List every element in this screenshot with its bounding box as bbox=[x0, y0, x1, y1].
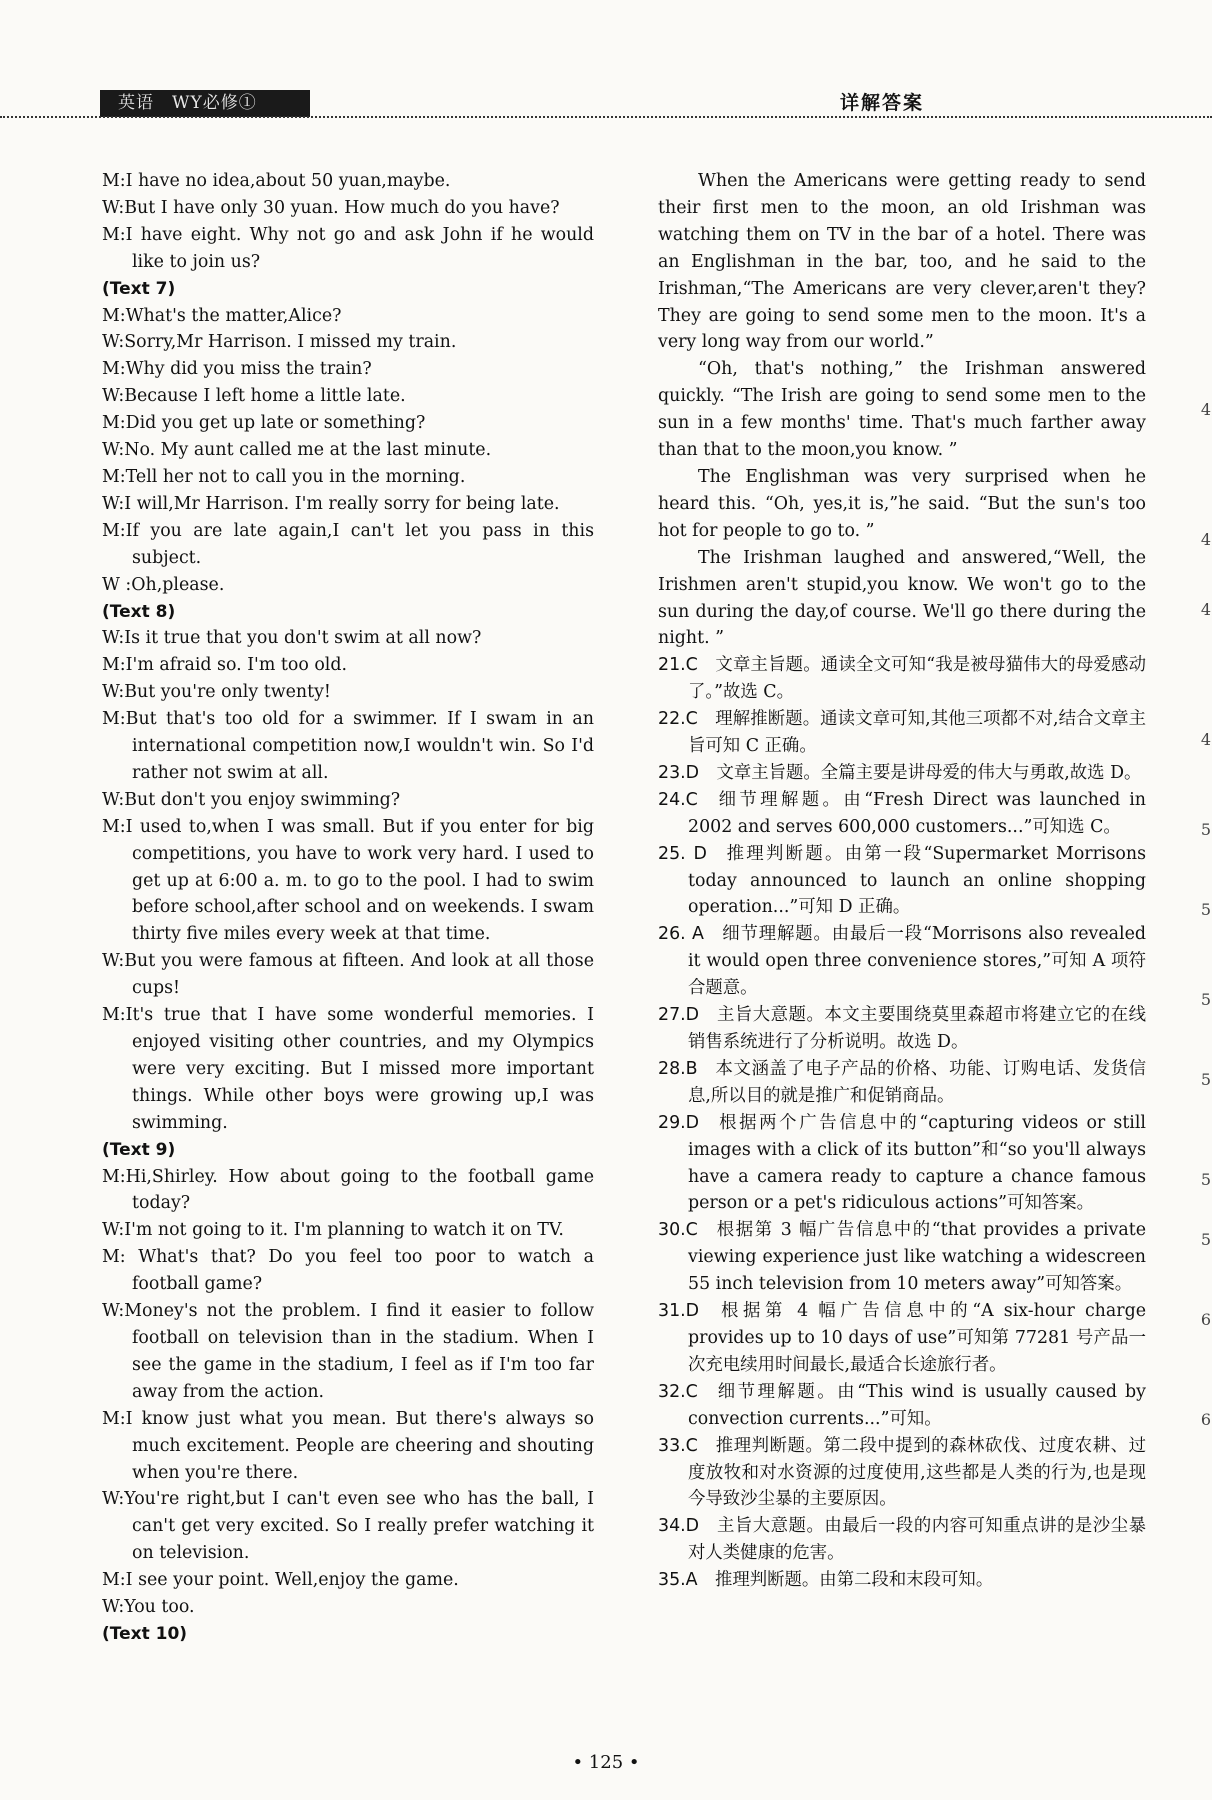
dialogue-line: W:But you're only twenty! bbox=[102, 682, 331, 703]
dialogue-line: M:I have no idea,about 50 yuan,maybe. bbox=[102, 171, 451, 191]
answer-explanation: 本文涵盖了电子产品的价格、功能、订购电话、发货信息,所以目的就是推广和促销商品。 bbox=[688, 1058, 1146, 1106]
text-heading: (Text 7) bbox=[102, 278, 176, 299]
answer-number: 21.C bbox=[658, 655, 698, 676]
answer-item bbox=[658, 1217, 1146, 1298]
left-column-dialogues bbox=[102, 168, 594, 1648]
answer-item bbox=[658, 706, 1146, 760]
answer-number: 35.A bbox=[658, 1570, 698, 1591]
answer-number: 25. D bbox=[658, 843, 707, 864]
answer-explanation: 理解推断题。通读文章可知,其他三项都不对,结合文章主旨可知 C 正确。 bbox=[688, 709, 1146, 757]
answer-explanation: 主旨大意题。本文主要围绕莫里森超市将建立它的在线销售系统进行了分析说明。故选 D。 bbox=[688, 1005, 1146, 1052]
header-section-title: 详解答案 bbox=[840, 92, 925, 114]
dialogue-line: M:I know just what you mean. But there's always so much excitement. People are cheering and shouting when you're there. bbox=[102, 1408, 594, 1483]
answer-item bbox=[658, 1379, 1146, 1433]
dialogue-line: M:Hi,Shirley. How about going to the football game today? bbox=[102, 1166, 594, 1214]
dialogue-line: M:I see your point. Well,enjoy the game. bbox=[102, 1570, 459, 1591]
edge-mark: 5 bbox=[1200, 1230, 1212, 1249]
edge-mark: 6 bbox=[1200, 1310, 1212, 1329]
answer-item bbox=[658, 1056, 1146, 1110]
text-heading: (Text 10) bbox=[102, 1623, 188, 1644]
page-header bbox=[0, 0, 1212, 130]
answer-explanation: 文章主旨题。通读全文可知“我是被母猫伟大的母爱感动了。”故选 C。 bbox=[688, 655, 1146, 703]
text-heading: (Text 8) bbox=[102, 601, 176, 622]
dialogue-line: M:But that's too old for a swimmer. If I swam in an international competition now,I wouldn't win. So I'd rather not swim at all. bbox=[102, 709, 594, 783]
edge-mark: 6 bbox=[1200, 1410, 1212, 1429]
answer-number: 33.C bbox=[658, 1435, 698, 1456]
answer-item bbox=[658, 841, 1146, 922]
dialogue-line: M:Tell her not to call you in the morning. bbox=[102, 466, 466, 487]
dialogue-line: W:But I have only 30 yuan. How much do you have? bbox=[102, 197, 560, 218]
answer-number: 26. A bbox=[658, 924, 704, 945]
answer-number: 34.D bbox=[658, 1516, 700, 1537]
answer-explanation: 根据两个广告信息中的“capturing videos or still images with a click of its button”和“so you'll always have a camera ready to capture a chance famous person or a pet's ridiculous actions”可知答案。 bbox=[688, 1112, 1146, 1214]
edge-mark: 5 bbox=[1200, 820, 1212, 839]
dialogue-line: M: What's that? Do you feel too poor to watch a football game? bbox=[102, 1247, 594, 1295]
answer-explanation: 根据第 4 幅广告信息中的“A six-hour charge provides up to 10 days of use”可知第 77281 号产品一次充电续用时间最长,最适合长途旅行者。 bbox=[688, 1301, 1146, 1375]
dialogue-line: M:I'm afraid so. I'm too old. bbox=[102, 655, 348, 676]
answer-item bbox=[658, 760, 1146, 787]
edge-mark: 4 bbox=[1200, 600, 1212, 619]
story-text bbox=[658, 168, 1146, 652]
answer-explanation: 推理判断题。由第二段和末段可知。 bbox=[714, 1570, 994, 1591]
edge-mark: 5 bbox=[1200, 990, 1212, 1009]
answer-number: 29.D bbox=[658, 1112, 700, 1133]
answer-explanation: 主旨大意题。由最后一段的内容可知重点讲的是沙尘暴对人类健康的危害。 bbox=[688, 1516, 1146, 1564]
answer-list bbox=[658, 652, 1146, 1594]
answer-number: 27.D bbox=[658, 1005, 700, 1026]
dialogue-line: W :Oh,please. bbox=[102, 574, 225, 595]
story-paragraph: “Oh, that's nothing,” the Irishman answered quickly. “The Irish are going to send some men to the sun in a few months' time. That's much farther away than that to the moon,you know. ” bbox=[658, 359, 1146, 461]
dialogue-line: W:Money's not the problem. I find it easier to follow football on television than in the stadium. When I see the game in the stadium, I feel as if I'm too far away from the action. bbox=[102, 1301, 594, 1402]
answer-number: 32.C bbox=[658, 1381, 698, 1402]
dialogue-line: W:You're right,but I can't even see who has the ball, I can't get very excited. So I really prefer watching it on television. bbox=[102, 1489, 594, 1564]
answer-item bbox=[658, 1298, 1146, 1379]
dialogue-line: W:No. My aunt called me at the last minute. bbox=[102, 440, 492, 461]
edge-mark: 4 bbox=[1200, 530, 1212, 549]
dialogue-line: M:Did you get up late or something? bbox=[102, 413, 426, 434]
header-book-tab: 英语 WY必修① bbox=[100, 90, 310, 117]
answer-explanation: 推理判断题。第二段中提到的森林砍伐、过度农耕、过度放牧和对水资源的过度使用,这些都是人类的行为,也是现今导致沙尘暴的主要原因。 bbox=[688, 1435, 1146, 1510]
answer-explanation: 细节理解题。由“This wind is usually caused by convection currents...”可知。 bbox=[688, 1381, 1146, 1429]
answer-explanation: 根据第 3 幅广告信息中的“that provides a private viewing experience just like watching a widescreen 55 inch television from 10 meters away”可知答案。 bbox=[688, 1220, 1146, 1295]
dialogue-line: M:What's the matter,Alice? bbox=[102, 305, 342, 326]
answer-number: 28.B bbox=[658, 1058, 698, 1079]
answer-explanation: 细节理解题。由“Fresh Direct was launched in 2002 and serves 600,000 customers...”可知选 C。 bbox=[688, 789, 1146, 837]
edge-mark: 5 bbox=[1200, 1070, 1212, 1089]
edge-mark: 5 bbox=[1200, 1170, 1212, 1189]
edge-mark: 4 bbox=[1200, 730, 1212, 749]
edge-mark: 4 bbox=[1200, 400, 1212, 419]
answer-item bbox=[658, 1002, 1146, 1056]
answer-item bbox=[658, 1433, 1146, 1514]
answer-number: 22.C bbox=[658, 709, 698, 730]
header-dotted-rule bbox=[0, 116, 1212, 118]
story-paragraph: The Englishman was very surprised when he heard this. “Oh, yes,it is,”he said. “But the sun's too hot for people to go to. ” bbox=[658, 466, 1146, 541]
story-paragraph: The Irishman laughed and answered,“Well, the Irishmen aren't stupid,you know. We won't go to the sun during the day,of course. We'll go there during the night. ” bbox=[658, 547, 1146, 649]
page-number: • 125 • bbox=[572, 1752, 640, 1773]
dialogue-line: W:I will,Mr Harrison. I'm really sorry for being late. bbox=[102, 493, 560, 514]
answer-number: 30.C bbox=[658, 1220, 698, 1241]
dialogue-line: M:Why did you miss the train? bbox=[102, 359, 372, 380]
edge-mark: 5 bbox=[1200, 900, 1212, 919]
story-paragraph: When the Americans were getting ready to send their first men to the moon, an old Irishman was watching them on TV in the bar of a hotel. There was an Englishman in the bar, too, and he said to the Irishman,“The Americans are very clever,aren't they? They are going to send some men to the moon. It's a very long way from our world.” bbox=[658, 171, 1146, 353]
answer-item bbox=[658, 921, 1146, 1002]
dialogue-line: W:But don't you enjoy swimming? bbox=[102, 789, 401, 810]
dialogue-line: M:If you are late again,I can't let you pass in this subject. bbox=[102, 520, 594, 568]
answer-item bbox=[658, 1513, 1146, 1567]
dialogue-line: M:It's true that I have some wonderful memories. I enjoyed visiting other countries, and my Olympics were very exciting. But I missed more important things. While other boys were growing up,I was swimming. bbox=[102, 1005, 594, 1133]
dialogue-line: M:I used to,when I was small. But if you enter for big competitions, you have to work very hard. I used to get up at 6:00 a. m. to go to the pool. I had to swim before school,after school and on weekends. I swam thirty five miles every week at that time. bbox=[102, 816, 594, 945]
answer-number: 24.C bbox=[658, 789, 698, 810]
answer-item bbox=[658, 652, 1146, 706]
answer-item bbox=[658, 1567, 1146, 1594]
answer-item bbox=[658, 1110, 1146, 1218]
dialogue-line: W:Sorry,Mr Harrison. I missed my train. bbox=[102, 332, 457, 353]
dialogue-line: W:Is it true that you don't swim at all now? bbox=[102, 628, 482, 649]
dialogue-line: W:Because I left home a little late. bbox=[102, 386, 406, 407]
answer-number: 23.D bbox=[658, 762, 700, 783]
answer-number: 31.D bbox=[658, 1301, 700, 1322]
dialogue-line: M:I have eight. Why not go and ask John if he would like to join us? bbox=[102, 224, 594, 272]
right-column bbox=[658, 168, 1146, 1594]
text-heading: (Text 9) bbox=[102, 1139, 176, 1160]
answer-explanation: 推理判断题。由第一段“Supermarket Morrisons today announced to launch an online shopping operation...”可知 D 正确。 bbox=[688, 843, 1146, 918]
dialogue-line: W:I'm not going to it. I'm planning to watch it on TV. bbox=[102, 1220, 564, 1241]
dialogue-line: W:You too. bbox=[102, 1597, 195, 1618]
dialogue-line: W:But you were famous at fifteen. And look at all those cups! bbox=[102, 951, 594, 999]
answer-explanation: 文章主旨题。全篇主要是讲母爱的伟大与勇敢,故选 D。 bbox=[716, 762, 1142, 783]
answer-explanation: 细节理解题。由最后一段“Morrisons also revealed it would open three convenience stores,”可知 A 项符合题意。 bbox=[688, 924, 1146, 999]
answer-item bbox=[658, 787, 1146, 841]
